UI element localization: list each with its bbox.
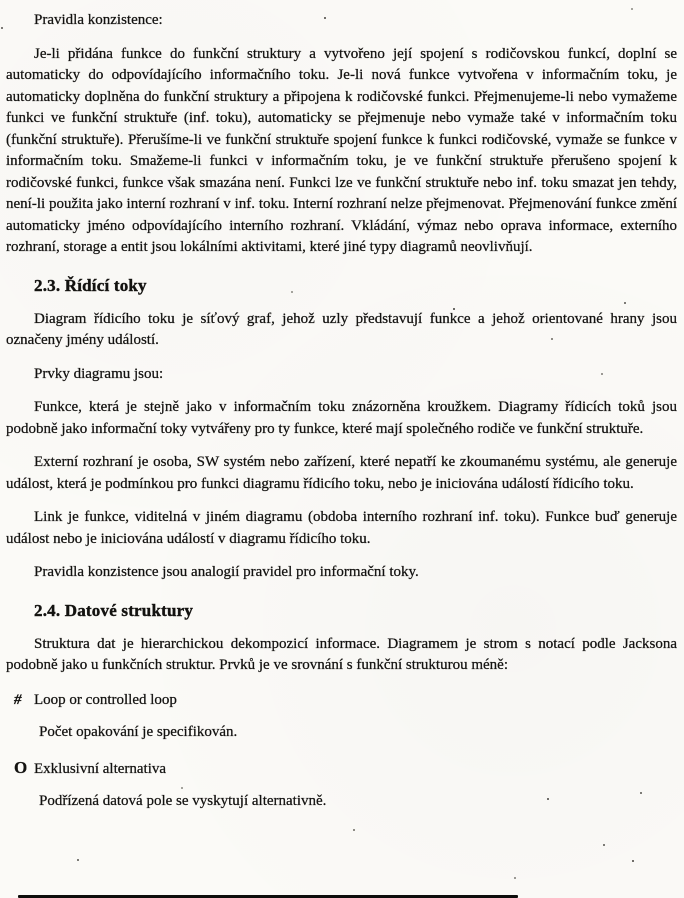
list-item-description: Počet opakování je specifikován. <box>39 724 238 740</box>
rules-label: Pravidla konzistence: <box>34 12 163 28</box>
paragraph-externi-rozhrani: Externí rozhraní je osoba, SW systém nebo zařízení, které nepatří ke zkoumanému systému, ale generuje událost, která je podmínkou pro funkci diagramu řídicího toku, nebo je iniciována událostí řídicího toku. <box>6 454 677 492</box>
list-item-loop <box>6 690 677 744</box>
list-item-head <box>6 757 677 781</box>
circle-bullet-icon: O <box>14 757 28 777</box>
list-item-title: Exklusivní alternativa <box>34 760 167 777</box>
paragraph-link: Link je funkce, viditelná v jiném diagramu (obdoba interního rozhraní inf. toku). Funkce buď generuje událost nebo je iniciována událostí v diagramu řídicího toku. <box>6 509 677 547</box>
list-item-title: Loop or controlled loop <box>34 691 177 708</box>
list-item-head <box>6 690 677 712</box>
paragraph-control-flow-intro: Diagram řídicího toku je síťový graf, jehož uzly představují funkce a jehož orientované hrany jsou označeny jmény událostí. <box>6 310 677 348</box>
section-heading-2-3: 2.3. Řídící toky <box>34 275 147 295</box>
paragraph-funkce: Funkce, která je stejně jako v informačním toku znázorněna kroužkem. Diagramy řídicích toků jsou podobně jako informační toky vytvářeny pro ty funkce, které mají společného rodiče ve funkční struktuře. <box>6 399 677 437</box>
paragraph-consistency-analogy: Pravidla konzistence jsou analogií pravidel pro informační toky. <box>34 564 419 580</box>
elements-label: Prvky diagramu jsou: <box>34 365 164 382</box>
list-item-description: Podřízená datová pole se vyskytují alternativně. <box>39 793 327 809</box>
hash-bullet-icon: # <box>14 691 22 708</box>
paragraph-consistency-rules: Je-li přidána funkce do funkční struktury a vytvořeno její spojení s rodičovskou funkcí, doplní se automaticky do odpovídajícího informačního toku. Je-li nová funkce vytvořena v informačním toku, je automaticky doplněna do funkční struktury a připojena k rodičovské funkci. Přejmenujeme-li nebo vymažeme funkci ve funkční struktuře (inf. toku), automaticky se přejmenuje nebo vymaže také v informačním toku (funkční struktuře). Přerušíme-li ve funkční struktuře spojení funkce k funkci rodičovské, vymaže se funkce v informačním toku. Smažeme-li funkci v informačním toku, je ve funkční struktuře přerušeno spojení k rodičovské funkci, funkce však smazána není. Funkci lze ve funkční struktuře nebo inf. toku smazat jen tehdy, není-li použita jako interní rozhraní v inf. toku. Interní rozhraní nelze přejmenovat. Přejmenování funkce změní automaticky jméno odpovídajícího interního rozhraní. Vkládání, výmaz nebo oprava informace, externího rozhraní, storage a entit jsou lokálními aktivitami, které jiné typy diagramů neovlivňují. <box>6 45 677 255</box>
list-item-exclusive-alternative <box>6 757 677 813</box>
paragraph-data-structure-intro: Struktura dat je hierarchickou dekompozicí informace. Diagramem je strom s notací podle Jacksona podobně jako u funkčních struktur. Prvků je ve srovnání s funkční strukturou méně: <box>6 635 677 673</box>
section-heading-2-4: 2.4. Datové struktury <box>34 600 194 620</box>
